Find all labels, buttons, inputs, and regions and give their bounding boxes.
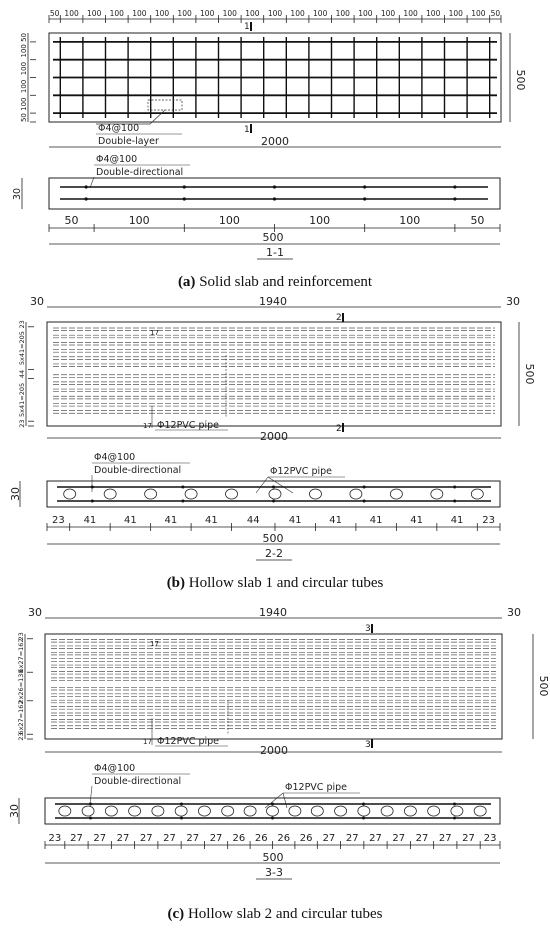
dim-label: 27 <box>163 833 176 844</box>
dim-label: 27 <box>93 833 107 844</box>
tube-circles <box>59 803 486 820</box>
section-cut-mark-bottom <box>371 739 373 748</box>
rebar-dot <box>363 197 366 200</box>
tube-circle <box>474 806 486 816</box>
dim-label: 41 <box>329 515 343 526</box>
panel-a-solid-slab <box>12 9 527 290</box>
dim-label: 41 <box>164 515 178 526</box>
dim-label: 100 <box>154 9 170 18</box>
tube-circle <box>64 489 76 499</box>
pipe-note: Φ12PVC pipe <box>157 736 219 747</box>
dim-label: 41 <box>450 515 464 526</box>
caption-b-text: Hollow slab 1 and circular tubes <box>185 575 384 591</box>
dim-label: 41 <box>204 515 218 526</box>
pipe-tag: 17 <box>143 422 152 430</box>
tube-circle <box>269 489 281 499</box>
dim-label: 100 <box>218 214 240 227</box>
dim-label: 100 <box>335 9 350 18</box>
dim-label: 41 <box>124 515 137 526</box>
rebar-dot <box>362 803 365 806</box>
tube-circle <box>350 489 362 499</box>
rebar-dot <box>453 486 456 489</box>
section-cut-mark-bottom <box>250 124 252 133</box>
tube-circle <box>175 806 187 816</box>
rebar-dot <box>362 817 365 820</box>
dim-label: 23 <box>51 515 65 526</box>
section-pipe-leader-2 <box>283 793 287 808</box>
caption-a <box>178 274 373 290</box>
section-mark-top: 3 <box>365 624 371 634</box>
section-rebar-note-2: Double-directional <box>96 167 184 178</box>
tube-circle <box>309 489 321 499</box>
caption-a-label: (a) <box>177 274 196 290</box>
rebar-dot <box>85 185 88 188</box>
dim-label: 27 <box>462 833 475 844</box>
dim-label: 27 <box>438 833 452 844</box>
rebar-dot <box>89 803 92 806</box>
length-label: 2000 <box>260 744 288 757</box>
section-pipe-note: Φ12PVC pipe <box>270 466 332 477</box>
dim-label: 100 <box>426 9 441 18</box>
dim-label: 23 <box>483 833 497 844</box>
dim-label: 50 <box>20 32 28 42</box>
dim-label: 100 <box>109 9 124 18</box>
pipe-tag: 17 <box>143 738 152 746</box>
tube-circle <box>358 806 370 816</box>
dim-label: 44 <box>246 515 260 526</box>
dim-label: 27 <box>70 833 83 844</box>
dim-label: 100 <box>64 9 79 18</box>
rebar-dot <box>271 817 274 820</box>
dim-label: 23 <box>18 419 26 428</box>
tube-circle <box>335 806 347 816</box>
caption-c-label: (c) <box>167 906 185 922</box>
dim-label: 100 <box>20 44 28 58</box>
section-rebar-note-2: Double-directional <box>94 776 182 787</box>
dim-label: 100 <box>177 9 192 18</box>
dim-label: 100 <box>358 9 373 18</box>
dim-label: 27 <box>322 833 336 844</box>
tube-circle <box>471 489 483 499</box>
rebar-dot <box>273 197 276 200</box>
rebar-dot <box>453 197 456 200</box>
dim-label: 26 <box>232 833 246 844</box>
section-thickness-label: 30 <box>12 187 23 201</box>
section-total-label: 500 <box>262 532 284 545</box>
section-mark-top: 2 <box>336 313 342 323</box>
dim-label: 100 <box>20 79 28 94</box>
tube-circle <box>311 806 323 816</box>
dim-label: 27 <box>415 833 429 844</box>
top-left-dim: 30 <box>28 606 42 619</box>
rebar-dot <box>91 500 94 503</box>
tube-circle <box>198 806 210 816</box>
rebar-dot <box>181 486 184 489</box>
dim-label: 27 <box>345 833 359 844</box>
tube-circle <box>381 806 393 816</box>
dim-label: 41 <box>83 515 97 526</box>
section-1-1-outline <box>49 178 500 209</box>
dim-label: 50 <box>64 214 79 227</box>
section-cut-mark-bottom <box>342 423 344 432</box>
length-label: 2000 <box>260 430 288 443</box>
dim-label: 100 <box>132 9 147 18</box>
dim-label: 100 <box>267 9 283 18</box>
dim-label: 100 <box>448 9 463 18</box>
section-title: 2-2 <box>265 547 283 560</box>
rebar-dot <box>272 500 275 503</box>
dim-label: 50 <box>470 214 485 227</box>
caption-b <box>167 575 384 591</box>
dim-label: 44 <box>18 369 26 379</box>
dim-label: 100 <box>87 9 102 18</box>
section-title: 3-3 <box>265 866 283 879</box>
length-label: 2000 <box>261 135 289 148</box>
panel-b-hollow-slab-1 <box>9 295 536 591</box>
tube-circle <box>451 806 463 816</box>
rebar-dot <box>91 486 94 489</box>
dim-label: 100 <box>290 9 305 18</box>
section-rebar-note: Φ4@100 <box>96 154 138 165</box>
tube-circle <box>404 806 416 816</box>
rebar-dot <box>183 185 186 188</box>
rebar-dot <box>85 197 88 200</box>
tag-top: 17 <box>150 640 159 648</box>
caption-b-label: (b) <box>166 575 186 591</box>
caption-c-text: Hollow slab 2 and circular tubes <box>184 906 383 922</box>
caption-c <box>168 906 383 922</box>
dim-label: 100 <box>222 9 237 18</box>
dim-label: 41 <box>369 515 383 526</box>
dim-label: 100 <box>471 9 486 18</box>
dim-label: 100 <box>380 9 396 18</box>
height-label: 500 <box>537 675 550 697</box>
section-pipe-leader <box>256 477 268 493</box>
hollow-slab-2-plan-outline <box>45 634 502 739</box>
section-mark-bottom: 2 <box>336 424 342 434</box>
section-dimension-labels <box>47 515 500 531</box>
section-total-label: 500 <box>262 851 284 864</box>
dim-label: 23 <box>17 732 25 741</box>
section-dimension-labels <box>45 833 500 849</box>
section-2-2-outline <box>47 481 500 507</box>
rebar-dot <box>183 197 186 200</box>
rebar-callout-box <box>148 100 182 110</box>
tube-rows <box>51 640 496 729</box>
dim-label: 41 <box>410 515 423 526</box>
rebar-dot <box>453 817 456 820</box>
rebar-dot <box>453 185 456 188</box>
dim-label: 100 <box>128 214 150 227</box>
section-cut-mark-top <box>250 22 252 31</box>
top-left-dim: 30 <box>30 295 44 308</box>
dim-label: 50 <box>20 113 28 123</box>
tube-circle <box>82 806 94 816</box>
section-dimension-labels <box>49 214 500 232</box>
dim-label: 100 <box>309 214 331 227</box>
tube-circle <box>431 489 443 499</box>
dim-label: 23 <box>18 320 26 329</box>
dim-label: 6x27=162 <box>17 638 25 673</box>
tube-rows <box>53 328 495 413</box>
reinforcement-mesh <box>53 37 497 118</box>
section-thickness-label: 30 <box>9 487 22 501</box>
section-rebar-note: Φ4@100 <box>94 763 136 774</box>
dim-label: 27 <box>116 833 130 844</box>
dim-label: 50 <box>490 9 501 18</box>
section-rebar-note-2: Double-directional <box>94 465 182 476</box>
section-pipe-note: Φ12PVC pipe <box>285 782 347 793</box>
tube-circle <box>145 489 157 499</box>
panel-c-hollow-slab-2 <box>8 606 550 922</box>
tube-circle <box>222 806 234 816</box>
section-rebar-note: Φ4@100 <box>94 452 136 463</box>
rebar-dot <box>363 500 366 503</box>
dim-label: 50 <box>49 9 60 18</box>
dim-label: 27 <box>369 833 382 844</box>
height-label: 500 <box>523 363 536 385</box>
pipe-note: Φ12PVC pipe <box>157 420 219 431</box>
rebar-dot <box>273 185 276 188</box>
tube-circle <box>59 806 71 816</box>
dim-label: 100 <box>20 61 28 76</box>
section-pipe-leader-2 <box>268 477 293 493</box>
rebar-dot <box>272 486 275 489</box>
top-mid-dim: 1940 <box>259 295 287 308</box>
top-right-dim: 30 <box>506 295 520 308</box>
section-title: 1-1 <box>266 246 284 259</box>
dim-label: 100 <box>313 9 328 18</box>
section-cut-mark-top <box>342 313 344 322</box>
tube-circle <box>152 806 164 816</box>
section-mark-top: 1 <box>244 22 250 32</box>
rebar-note-2: Double-layer <box>98 136 159 147</box>
dim-label: 27 <box>139 833 153 844</box>
dim-label: 100 <box>403 9 418 18</box>
dim-label: 2x26=138 <box>17 669 25 704</box>
rebar-dot <box>180 803 183 806</box>
caption-a-text: Solid slab and reinforcement <box>195 274 373 290</box>
dim-label: 27 <box>209 833 223 844</box>
dim-label: 23 <box>48 833 62 844</box>
rebar-dot <box>453 500 456 503</box>
tube-circle <box>226 489 238 499</box>
dim-label: 100 <box>245 9 260 18</box>
dim-label: 23 <box>482 515 496 526</box>
tube-circle <box>104 489 116 499</box>
tube-circle <box>428 806 440 816</box>
tube-circles <box>64 486 484 503</box>
dim-label: 6x27=162 <box>17 700 25 735</box>
dim-label: 41 <box>288 515 302 526</box>
section-leader-line <box>90 786 92 804</box>
top-mid-dim: 1940 <box>259 606 287 619</box>
tube-circle <box>390 489 402 499</box>
rebar-dot <box>89 817 92 820</box>
dim-label: 5x41=205 <box>18 382 26 417</box>
height-label: 500 <box>514 69 527 91</box>
dim-label: 26 <box>299 833 313 844</box>
dim-label: 100 <box>200 9 215 18</box>
dim-label: 27 <box>392 833 406 844</box>
tube-circle <box>244 806 256 816</box>
dim-label: 26 <box>277 833 291 844</box>
dim-label: 5x41=205 <box>18 331 26 366</box>
section-cut-mark-top <box>371 624 373 633</box>
rebar-dot <box>271 803 274 806</box>
section-total-label: 500 <box>262 231 284 244</box>
rebar-note: Φ4@100 <box>98 123 140 134</box>
dim-label: 23 <box>17 632 25 641</box>
rebar-dot <box>363 185 366 188</box>
rebar-dot <box>363 486 366 489</box>
tag-top: 17 <box>150 329 159 337</box>
rebar-dot <box>453 803 456 806</box>
top-right-dim: 30 <box>507 606 521 619</box>
tube-circle <box>185 489 197 499</box>
tube-circle <box>105 806 117 816</box>
tube-circle <box>129 806 141 816</box>
section-mark-bottom: 3 <box>365 740 371 750</box>
dim-label: 27 <box>186 833 200 844</box>
section-mark-bottom: 1 <box>244 125 250 135</box>
dim-label: 100 <box>399 214 421 227</box>
section-thickness-label: 30 <box>8 804 21 818</box>
tube-circle <box>267 806 279 816</box>
dim-label: 26 <box>254 833 268 844</box>
rebar-dot <box>180 817 183 820</box>
top-dimension-labels <box>49 9 501 23</box>
tube-circle <box>289 806 301 816</box>
rebar-dot <box>181 500 184 503</box>
dim-label: 100 <box>20 97 28 111</box>
